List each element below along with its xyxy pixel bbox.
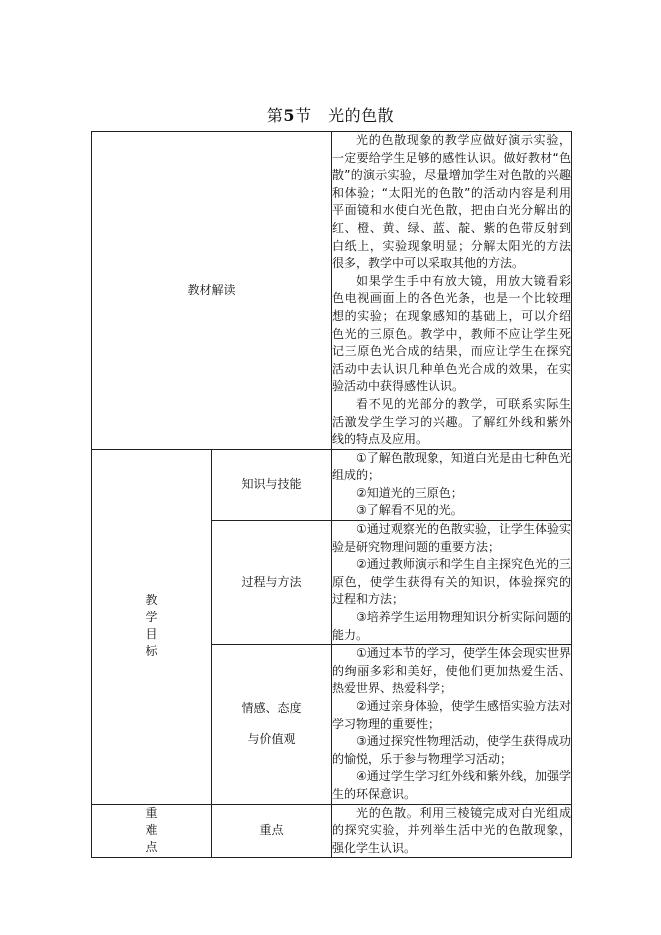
- jiaocai-paragraph: 光的色散现象的教学应做好演示实验，一定要给学生足够的感性认识。做好教材“色散”的演示实验，尽量增加学生对色散的兴趣和体验；“太阳光的色散”的活动内容是利用平面镜和水使白光色散，把由白光分解出的红、橙、黄、绿、蓝、靛、紫的色带反射到白纸上，实验现象明显；分解太阳光的方法很多，教学中可以采取其他的方法。: [332, 133, 572, 271]
- zhongdian-label: 重点: [212, 804, 332, 858]
- lesson-plan-table: [91, 131, 572, 858]
- mubiao-label-char: 教: [145, 593, 158, 608]
- jiaocai-paragraph: 如果学生手中有放大镜，用放大镜看彩色电视画面上的各色光条，也是一个比较理想的实验；在现象感知的基础上，可以介绍色光的三原色。教学中，教师不应让学生死记三原色光合成的结果，而应让学生在探究活动中去认识几种单色光合成的效果，在实验活动中获得感性认识。: [332, 273, 572, 394]
- zhishi-label: 知识与技能: [212, 449, 332, 520]
- guocheng-item: ②通过教师演示和学生自主探究色光的三原色，使学生获得有关的知识，体验探究的过程和方法；: [332, 557, 572, 607]
- mubiao-label-char: 标: [145, 644, 158, 659]
- guocheng-item: ①通过观察光的色散实验，让学生体验实验是研究物理问题的重要方法；: [332, 522, 572, 554]
- guocheng-content: [332, 521, 572, 645]
- zhongnandian-label-char: 重: [145, 806, 158, 821]
- zhishi-item: ②知道光的三原色；: [356, 485, 463, 500]
- qinggan-label: [212, 645, 332, 804]
- zhishi-item: ①了解色散现象，知道白光是由七种色光组成的；: [332, 450, 572, 483]
- zhongdian-content: [332, 804, 572, 858]
- qinggan-label-line: 与价值观: [247, 732, 296, 747]
- jiaocai-content: [332, 132, 572, 450]
- mubiao-label-char: 学: [145, 610, 158, 625]
- zhongdian-text: 光的色散。利用三棱镜完成对白光组成的探究实验，并列举生活中光的色散现象，强化学生认识。: [332, 805, 572, 855]
- guocheng-label: 过程与方法: [212, 521, 332, 645]
- zhishi-item: ③了解看不见的光。: [356, 503, 463, 518]
- qinggan-content: [332, 645, 572, 804]
- qinggan-item: ③通过探究性物理活动，使学生获得成功的愉悦，乐于参与物理学习活动；: [332, 734, 572, 766]
- title-suffix: 节 光的色散: [295, 106, 395, 125]
- qinggan-label-line: 情感、态度: [241, 700, 302, 715]
- page-title: [0, 103, 661, 126]
- qinggan-item: ①通过本节的学习，使学生体会现实世界的绚丽多彩和美好，使他们更加热爱生活、热爱世界、热爱科学；: [332, 646, 572, 696]
- mubiao-label-char: 目: [145, 627, 158, 642]
- zhongnandian-label: [92, 804, 212, 858]
- jiaocai-paragraph: 看不见的光部分的教学，可联系实际生活激发学生学习的兴趣。了解红外线和紫外线的特点及应用。: [332, 396, 572, 447]
- guocheng-item: ③培养学生运用物理知识分析实际问题的能力。: [332, 610, 572, 642]
- zhishi-content: [332, 449, 572, 520]
- row-zhongnandian: [92, 804, 572, 858]
- title-prefix: 第: [266, 106, 284, 125]
- zhongnandian-label-char: 点: [145, 840, 158, 855]
- jiaocai-label: 教材解读: [92, 132, 332, 450]
- title-number: 5: [283, 106, 296, 125]
- row-jiaocai: [92, 132, 572, 450]
- qinggan-item: ④通过学生学习红外线和紫外线，加强学生的环保意识。: [332, 769, 572, 801]
- mubiao-label: [92, 449, 212, 804]
- zhongnandian-label-char: 难: [145, 823, 158, 838]
- qinggan-item: ②通过亲身体验，使学生感悟实验方法对学习物理的重要性；: [332, 699, 572, 731]
- row-zhishi: [92, 449, 572, 520]
